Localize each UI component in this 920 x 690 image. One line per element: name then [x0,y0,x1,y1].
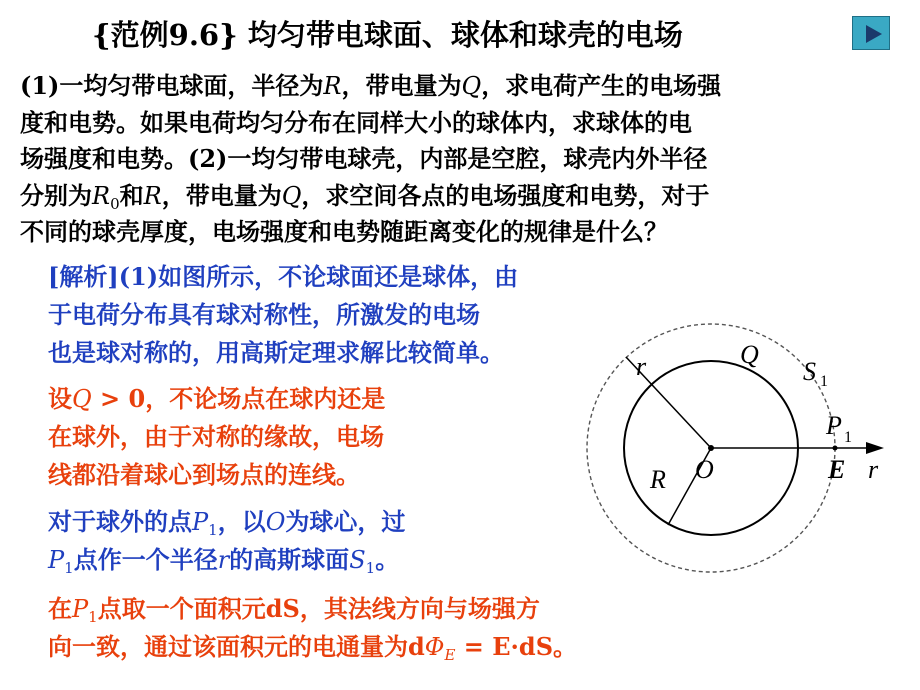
label-P1: P [826,411,842,440]
outside-line-1: 对于球外的点$P_1$，以O为球心，过 [48,507,406,539]
problem-line-4: 分别为$R_0$和R，带电量为Q，求空间各点的电场强度和电势，对于 [20,180,710,213]
label-Q: Q [740,340,759,369]
analysis-line-3: 也是球对称的，用高斯定理求解比较简单。 [48,338,504,367]
problem-line-1: (1)一均匀带电球面，半径为R，带电量为Q，求电荷产生的电场强 [20,71,722,100]
label-E: E [828,455,846,484]
problem-line-5: 不同的球壳厚度，电场强度和电势随距离变化的规律是什么？ [20,217,668,246]
page-title: {范例9.6} 均匀带电球面、球体和球壳的电场 [92,18,683,52]
axis-arrow-icon [866,442,884,454]
point-p1 [833,446,838,451]
flux-line-1: 在$P_1$点取一个面积元dS，其法线方向与场强方 [48,594,540,626]
label-S1-sub: 1 [820,373,828,390]
center-point [708,445,714,451]
assumption-line-2: 在球外，由于对称的缘故，电场 [48,422,384,451]
outside-line-2: $P_1$点作一个半径r的高斯球面$S_1$。 [48,545,400,577]
label-P1-sub: 1 [844,429,852,446]
label-r: r [636,352,647,381]
assumption-line-3: 线都沿着球心到场点的连线。 [48,460,360,489]
label-S1: S [803,357,816,386]
label-O: O [695,455,714,484]
analysis-line-1: [解析](1)如图所示，不论球面还是球体，由 [48,262,519,291]
problem-line-2: 度和电势。如果电荷均匀分布在同样大小的球体内，求球体的电 [20,107,692,137]
flux-line-2: 向一致，通过该面积元的电通量为$d\Phi_E = E\cdot dS$。 [48,632,578,664]
assumption-line-1: 设Q > 0，不论场点在球内还是 [48,384,386,413]
label-r-axis: r [868,455,879,484]
label-R: R [650,465,666,494]
problem-line-3: 场强度和电势。(2)一均匀带电球壳，内部是空腔，球壳内外半径 [20,144,708,173]
analysis-line-2: 于电荷分布具有球对称性，所激发的电场 [48,300,480,329]
